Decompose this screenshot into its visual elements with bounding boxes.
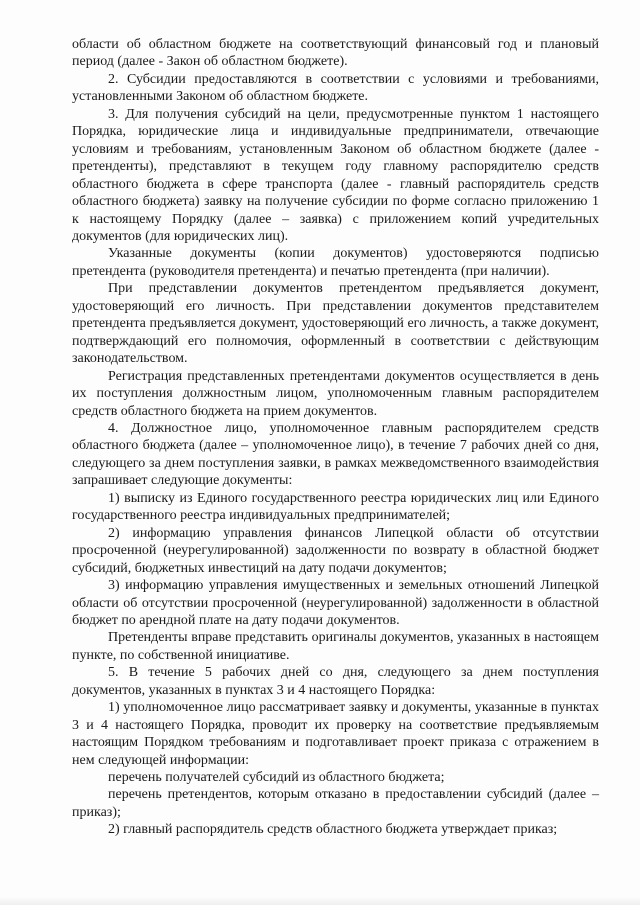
paragraph-registration: Регистрация представленных претендентами документов осуществляется в день их поступления должностным лицом, уполномоченным главным распорядителем средств областного бюджета на прием документов. [72, 368, 599, 419]
paragraph-subitem-4-2: 2) информацию управления финансов Липецкой области об отсутствии просроченной (неурегулированной) задолженности по возврату в областной бюджет субсидий, бюджетных инвестиций на дату подачи документов; [72, 525, 599, 576]
paragraph-subitem-4-1: 1) выписку из Единого государственного реестра юридических лиц или Единого государственного реестра индивидуальных предпринимателей; [72, 490, 599, 524]
paragraph-documents-certification: Указанные документы (копии документов) удостоверяются подписью претендента (руководителя претендента) и печатью претендента (при наличии). [72, 246, 599, 279]
paragraph-refused-list: перечень претендентов, которым отказано в предоставлении субсидий (далее – приказ); [72, 787, 599, 820]
paragraph-recipients-list: перечень получателей субсидий из областного бюджета; [108, 770, 445, 786]
scan-bottom-edge [0, 897, 640, 905]
paragraph-item-2: 2. Субсидии предоставляются в соответствии с условиями и требованиями, установленными Законом об областном бюджете. [72, 71, 599, 105]
paragraph-originals-right: Претенденты вправе представить оригиналы документов, указанных в настоящем пункте, по собственной инициативе. [72, 630, 599, 663]
paragraph-subitem-5-2: 2) главный распорядитель средств областного бюджета утверждает приказ; [108, 822, 558, 838]
paragraph-item-3: 3. Для получения субсидий на цели, предусмотренные пунктом 1 настоящего Порядка, юридические лица и индивидуальные предприниматели, отвечающие условиям и требованиям, установленным Законом об областном бюджете (далее - претенденты), представляют в текущем году главному распорядителю средств областного бюджета в сфере транспорта (далее - главный распорядитель средств областного бюджета) заявку на получение субсидии по форме согласно приложению 1 к настоящему Порядку (далее – заявка) с приложением копий учредительных документов (для юридических лиц). [72, 106, 599, 244]
paragraph-item-4: 4. Должностное лицо, уполномоченное главным распорядителем средств областного бюджета (далее – уполномоченное лицо), в течение 7 рабочих дней со дня, следующего за днем поступления заявки, в рамках межведомственного взаимодействия запрашивает следующие документы: [72, 420, 599, 489]
paragraph-subitem-4-3: 3) информацию управления имущественных и земельных отношений Липецкой области об отсутствии просроченной (неурегулированной) задолженности в областной бюджет по арендной плате на дату подачи документов. [72, 578, 599, 628]
paragraph-budget-law-continuation: области об областном бюджете на соответствующий финансовый год и плановый период (далее - Закон об областном бюджете). [72, 37, 599, 70]
paragraph-identity-document: При представлении документов претендентом предъявляется документ, удостоверяющий его личность. При представлении документов представителем претендента предъявляется документ, удостоверяющий его личность, а также документ, подтверждающий его полномочия, оформленный в соответствии с действующим законодательством. [72, 281, 599, 367]
paragraph-item-5: 5. В течение 5 рабочих дней со дня, следующего за днем поступления документов, указанных в пунктах 3 и 4 настоящего Порядка: [72, 665, 599, 698]
document-body [72, 36, 599, 839]
paragraph-subitem-5-1: 1) уполномоченное лицо рассматривает заявку и документы, указанные в пунктах 3 и 4 настоящего Порядка, проводит их проверку на соответствие предъявляемым настоящим Порядком требованиям и подготавливает проект приказа с отражением в нем следующей информации: [72, 700, 599, 768]
